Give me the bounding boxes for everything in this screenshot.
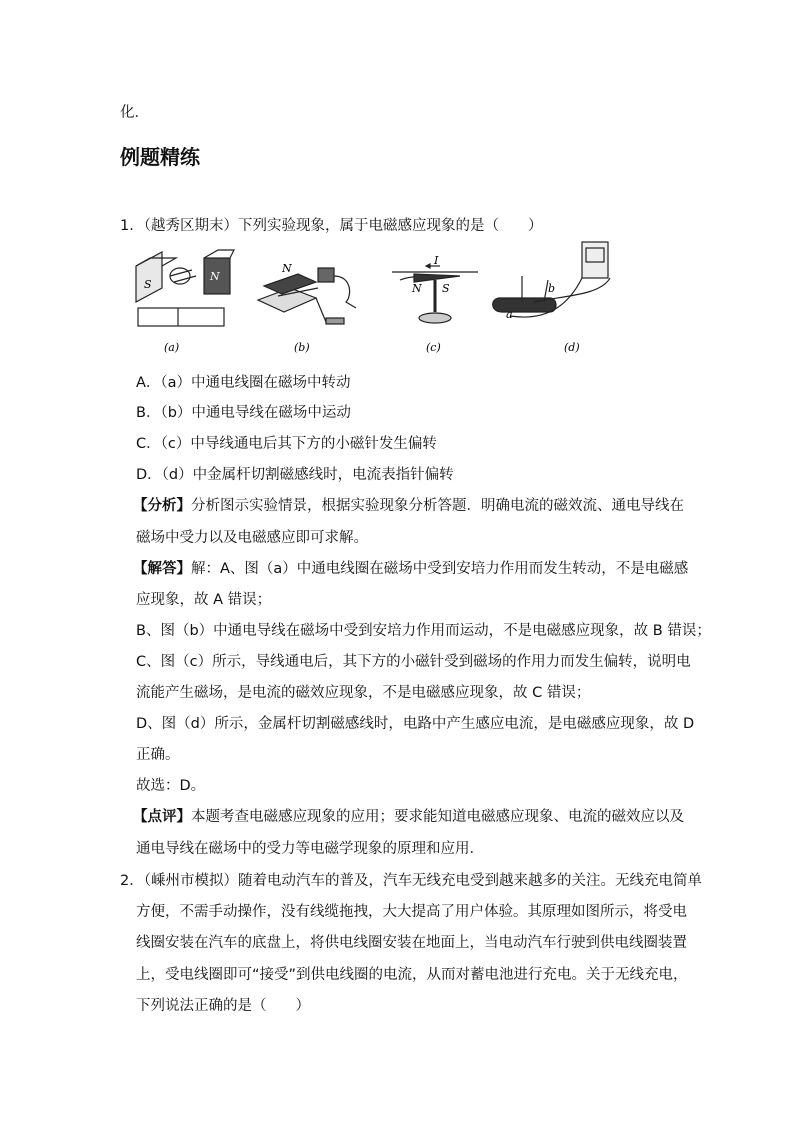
- figure-c-compass-under-wire: [392, 264, 478, 323]
- q1-option-b: B．（b）中通电导线在磁场中运动: [136, 405, 351, 421]
- figure-c-label-s: S: [442, 282, 450, 295]
- figure-c-label-i: I: [434, 254, 439, 267]
- q1-analysis-line-2: 磁场中受力以及电磁感应即可求解。: [136, 530, 368, 546]
- q1-option-d: D．（d）中金属杆切割磁感线时，电流表指针偏转: [136, 467, 454, 483]
- figure-caption-b: (b): [294, 341, 310, 354]
- q1-solution-line-4: C、图（c）所示，导线通电后，其下方的小磁针受到磁场的作用力而发生偏转，说明电: [136, 654, 691, 670]
- q1-option-c: C．（c）中导线通电后其下方的小磁针发生偏转: [136, 436, 437, 452]
- q1-solution-line-1: [133, 559, 688, 579]
- section-heading: 例题精练: [120, 145, 200, 169]
- q2-stem-line-5: 下列说法正确的是（ ）: [136, 998, 310, 1014]
- figure-d-label-a: a: [506, 308, 513, 321]
- q2-stem-line-3: 线圈安装在汽车的底盘上，将供电线圈安装在地面上，当电动汽车行驶到供电线圈装置: [136, 935, 687, 951]
- q1-comment-line-1: [133, 807, 684, 827]
- analysis-text-1: 分析图示实验情景，根据实验现象分析答题．明确电流的磁效流、通电导线在: [191, 498, 684, 514]
- q1-option-a: A．（a）中通电线圈在磁场中转动: [136, 375, 351, 391]
- figure-a-label-s: S: [144, 278, 152, 291]
- figure-b-label-n: N: [282, 262, 292, 275]
- q1-solution-line-2: 应现象，故 A 错误；: [136, 592, 272, 608]
- figure-caption-a: (a): [164, 341, 180, 354]
- experiment-figure: [130, 236, 630, 361]
- comment-tag: 【点评】: [133, 809, 191, 825]
- analysis-tag: 【分析】: [133, 498, 191, 514]
- q1-answer-choice: 故选：D。: [136, 778, 206, 794]
- q2-stem-line-2: 方便，不需手动操作，没有线缆拖拽，大大提高了用户体验。其原理如图所示，将受电: [136, 904, 687, 920]
- q1-stem: 1．（越秀区期末）下列实验现象，属于电磁感应现象的是（ ）: [120, 218, 543, 234]
- q1-solution-line-3: B、图（b）中通电导线在磁场中受到安培力作用而运动，不是电磁感应现象，故 B 错误；: [136, 623, 711, 639]
- q1-solution-line-5: 流能产生磁场，是电流的磁效应现象，不是电磁感应现象，故 C 错误；: [136, 685, 591, 701]
- q1-analysis-line-1: [133, 496, 684, 516]
- figure-d-rod-and-ammeter: [493, 242, 610, 317]
- figure-caption-c: (c): [426, 341, 441, 354]
- q1-solution-line-7: 正确。: [136, 747, 180, 763]
- solution-text-1: 解：A、图（a）中通电线圈在磁场中受到安培力作用而发生转动，不是电磁感: [191, 561, 689, 577]
- solution-tag: 【解答】: [133, 561, 191, 577]
- figure-caption-d: (d): [564, 341, 580, 354]
- figure-d-label-b: b: [548, 282, 556, 295]
- q2-stem-line-4: 上，受电线圈即可“接受”到供电线圈的电流，从而对蓄电池进行充电。关于无线充电，: [136, 967, 688, 983]
- top-fragment: 化．: [120, 105, 149, 121]
- q1-solution-line-6: D、图（d）所示，金属杆切割磁感线时，电路中产生感应电流，是电磁感应现象，故 D: [136, 716, 695, 732]
- q1-comment-line-2: 通电导线在磁场中的受力等电磁学现象的原理和应用．: [136, 841, 484, 857]
- figure-c-label-n: N: [412, 282, 422, 295]
- q2-stem-line-1: 2．（嵊州市模拟）随着电动汽车的普及，汽车无线充电受到越来越多的关注。无线充电简单: [120, 873, 702, 889]
- figure-b-wire-in-magnet: [258, 268, 356, 324]
- figure-a-label-n: N: [210, 270, 220, 283]
- comment-text-1: 本题考查电磁感应现象的应用；要求能知道电磁感应现象、电流的磁效应以及: [191, 809, 684, 825]
